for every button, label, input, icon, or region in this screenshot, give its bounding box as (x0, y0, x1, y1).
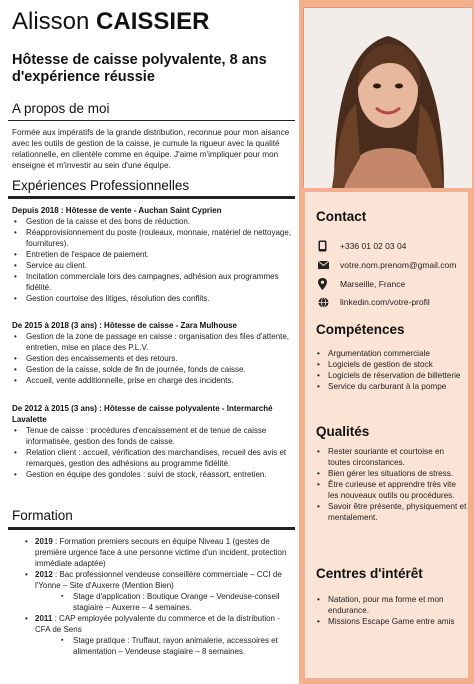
formation-title: Formation (12, 508, 73, 523)
formation-item (12, 569, 294, 613)
portrait-illustration (304, 8, 472, 188)
email-address[interactable]: votre.nom.prenom@gmail.com (340, 260, 457, 270)
globe-icon (318, 296, 340, 308)
location-text: Marseille, France (340, 279, 406, 289)
job-bullet: • Relation client : accueil, vérification des marchandises, recueil des avis et remarques, gestion des adhésions au programme fidélité. (12, 447, 294, 469)
formation-text: : Formation premiers secours en équipe Niveau 1 (gestes de première urgence face à une personne victime d'un incident, protection immédiate adaptée) (35, 537, 287, 568)
formation-rule (8, 527, 295, 530)
candidate-name (12, 8, 209, 36)
phone-number: +336 01 02 03 04 (340, 241, 407, 251)
skill-item: • Service du carburant à la pompe (316, 381, 468, 392)
job-intermarche (12, 403, 294, 480)
location-pin-icon (318, 278, 340, 290)
formation-subitem: ▪ Stage d'application : Boutique Orange – Vendeuse-conseil stagiaire – Auxerre – 4 semaines. (59, 591, 294, 613)
about-text: Formée aux impératifs de la grande distribution, reconnue pour mon aisance avec les outils de gestion de la caisse, je cumule la rigueur avec la qualité relationnelle, en clientèle comme en équipe. J'aime m'impliquer pour mon enseigne et m'investir au sein d'une équipe. (12, 128, 290, 170)
job-bullet: • Gestion de la zone de passage en caisse : organisation des files d'attente, entretien, mise en place des P.L.V. (12, 331, 294, 353)
qualities-title: Qualités (316, 424, 370, 439)
experience-title: Expériences Professionnelles (12, 178, 190, 193)
formation-year: 2011 (35, 614, 53, 623)
skill-item: • Logiciels de gestion de stock (316, 359, 468, 370)
job-bullet: • Gestion des encaissements et des retours. (12, 353, 294, 364)
experience-rule (8, 196, 295, 199)
contact-email[interactable] (318, 257, 468, 273)
job-auchan (12, 205, 294, 304)
phone-icon (318, 240, 340, 252)
job-head: Depuis 2018 : Hôtesse de vente - Auchan Saint Cyprien (12, 206, 222, 215)
contact-title: Contact (316, 209, 367, 224)
formation-year: 2019 (35, 537, 53, 546)
quality-item: • Bien gérer les situations de stress. (316, 468, 468, 479)
skills-title: Compétences (316, 322, 405, 337)
quality-item: • Être curieuse et apprendre très vite les nouveaux outils ou procédures. (316, 479, 468, 501)
interests-list (316, 594, 468, 627)
interests-title: Centres d'intérêt (316, 566, 423, 581)
headline: Hôtesse de caisse polyvalente, 8 ans d'expérience réussie (12, 52, 267, 85)
formation-item (12, 613, 294, 657)
formation-text: : Bac professionnel vendeuse conseillère commerciale – CCI de l'Yonne – Site d'Auxerre (Mention Bien) (35, 570, 282, 590)
quality-item: • Savoir être présente, physiquement et mentalement. (316, 501, 468, 523)
job-bullet: • Service au client. (12, 260, 294, 271)
formation-list (12, 536, 294, 657)
formation-text: : CAP employée polyvalente du commerce et de la distribution - CFA de Sens (35, 614, 280, 634)
profile-photo (303, 7, 471, 187)
job-head: De 2015 à 2018 (3 ans) : Hôtesse de caisse - Zara Mulhouse (12, 321, 237, 330)
job-bullet: • Incitation commerciale lors des campagnes, adhésion aux programmes fidélité. (12, 271, 294, 293)
job-bullet: • Réapprovisionnement du poste (rouleaux, monnaie, matériel de nettoyage, fournitures). (12, 227, 294, 249)
job-bullet: • Gestion en équipe des gondoles : suivi de stock, réassort, entretien. (12, 469, 294, 480)
contact-linkedin[interactable] (318, 294, 468, 310)
job-bullet: • Accueil, vente additionnelle, prise en charge des incidents. (12, 375, 294, 386)
job-bullet: • Gestion de la caisse et des bons de réduction. (12, 216, 294, 227)
formation-item (12, 536, 294, 569)
job-zara (12, 320, 294, 386)
last-name: CAISSIER (96, 8, 210, 35)
job-bullet: • Tenue de caisse : procédures d'encaissement et de tenue de caisse informatisée, gestion des fonds de caisse. (12, 425, 294, 447)
job-head: De 2012 à 2015 (3 ans) : Hôtesse de caisse polyvalente - Intermarché Lavalette (12, 404, 273, 424)
mail-icon (318, 259, 340, 271)
job-bullet: • Gestion courtoise des litiges, résolution des conflits. (12, 293, 294, 304)
skill-item: • Logiciels de réservation de billetterie (316, 370, 468, 381)
interest-item: • Missions Escape Game entre amis (316, 616, 468, 627)
quality-item: • Rester souriante et courtoise en toutes circonstances. (316, 446, 468, 468)
formation-year: 2012 (35, 570, 53, 579)
linkedin-link[interactable]: linkedin.com/votre-profil (340, 297, 430, 307)
about-title: A propos de moi (12, 101, 110, 116)
about-rule (8, 120, 295, 121)
formation-subitem: ▪ Stage pratique : Truffaut, rayon animalerie, accessoires et alimentation – Vendeuse stagiaire – 8 semaines. (59, 635, 294, 657)
contact-phone (318, 238, 468, 254)
interest-item: • Natation, pour ma forme et mon endurance. (316, 594, 468, 616)
contact-location (318, 276, 468, 292)
skill-item: • Argumentation commerciale (316, 348, 468, 359)
job-bullet: • Gestion de la caisse, solde de fin de journée, fonds de caisse. (12, 364, 294, 375)
job-bullet: • Entretien de l'espace de paiement. (12, 249, 294, 260)
skills-list (316, 348, 468, 392)
first-name: Alisson (12, 8, 90, 35)
qualities-list (316, 446, 468, 523)
